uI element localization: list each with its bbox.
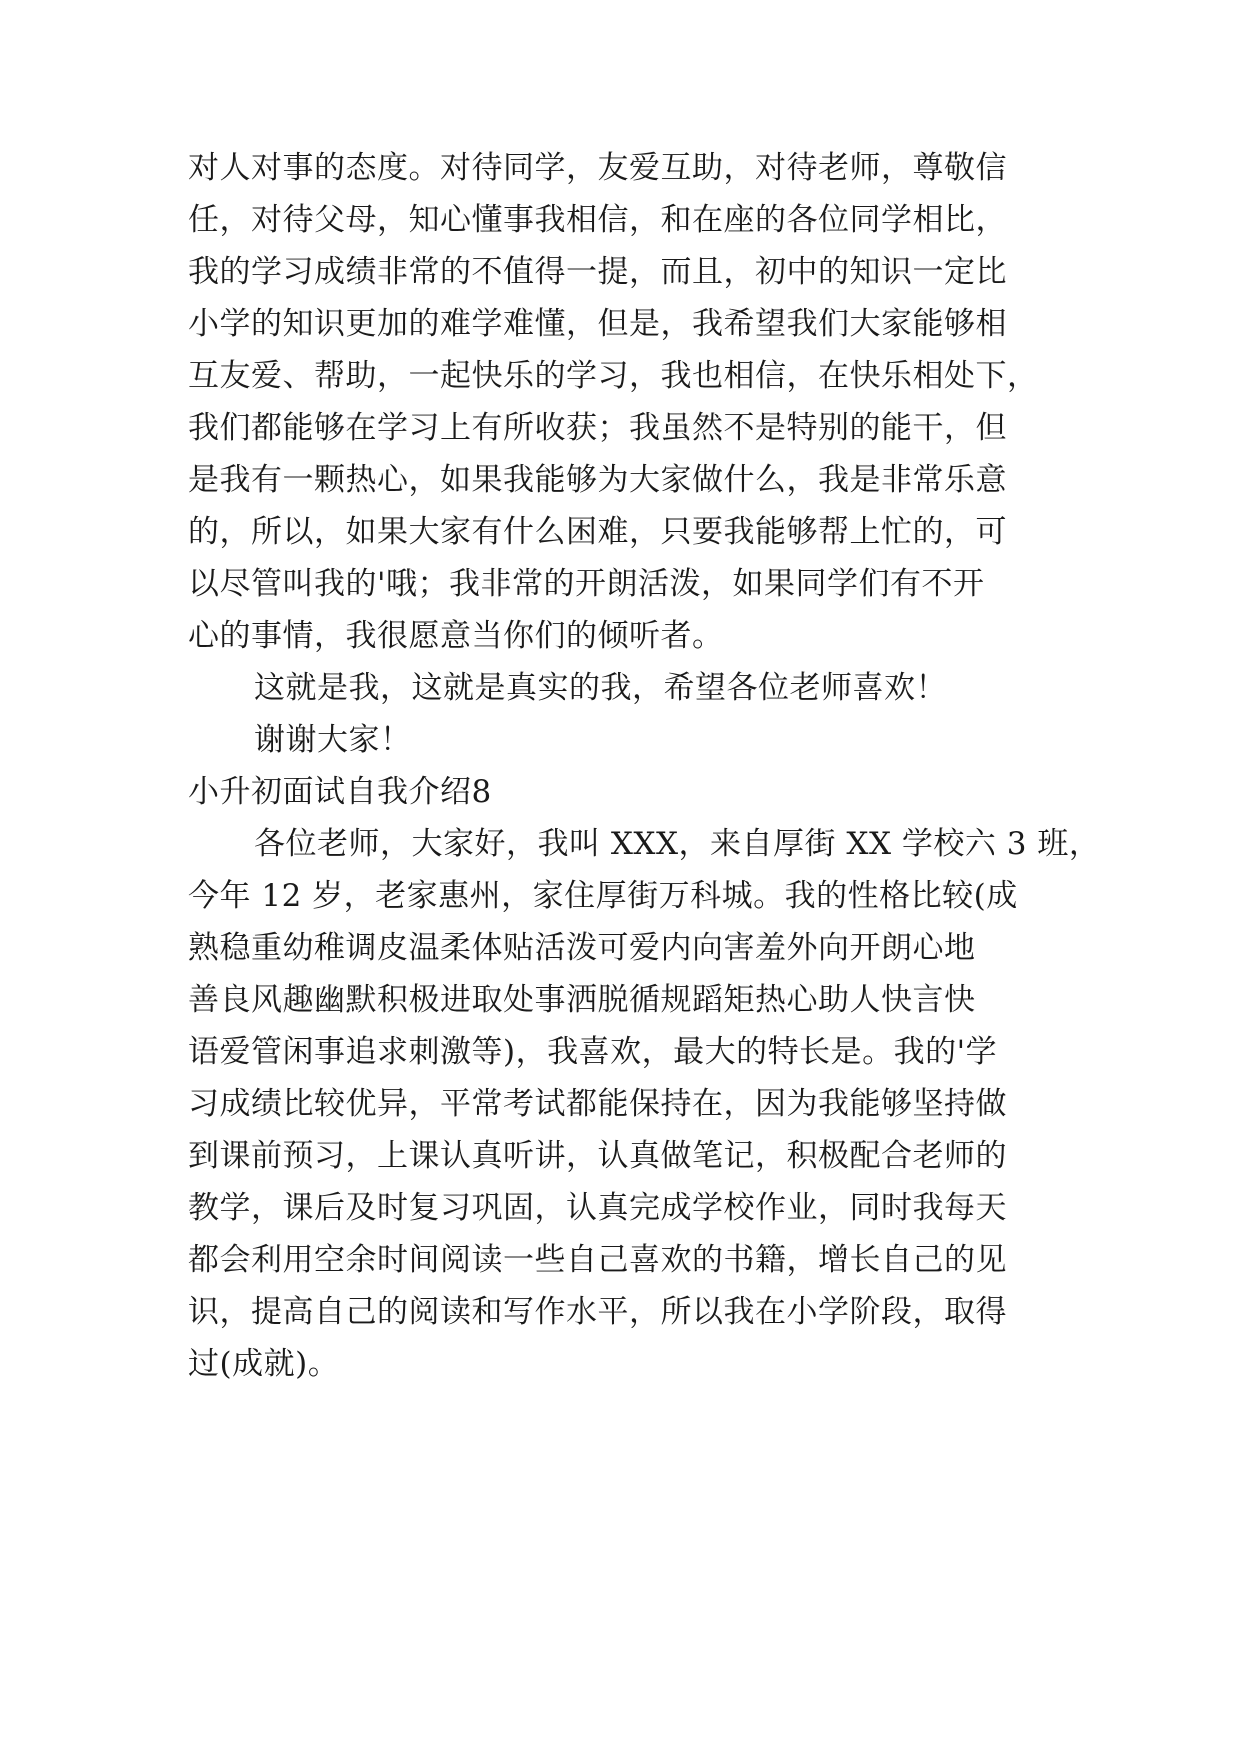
paragraph-line: 谢谢大家！ — [254, 722, 412, 758]
paragraph-line: 的，所以，如果大家有什么困难，只要我能够帮上忙的，可 — [188, 514, 1007, 550]
paragraph-line: 对人对事的态度。对待同学，友爱互助，对待老师，尊敬信 — [188, 150, 1007, 186]
paragraph-line: 我的学习成绩非常的不值得一提，而且，初中的知识一定比 — [188, 254, 1007, 290]
paragraph-line: 任，对待父母，知心懂事我相信，和在座的各位同学相比， — [188, 202, 1007, 238]
paragraph-line: 习成绩比较优异，平常考试都能保持在，因为我能够坚持做 — [188, 1086, 1007, 1122]
paragraph-line: 是我有一颗热心，如果我能够为大家做什么，我是非常乐意 — [188, 462, 1007, 498]
paragraph-line: 教学，课后及时复习巩固，认真完成学校作业，同时我每天 — [188, 1190, 1007, 1226]
paragraph-line: 都会利用空余时间阅读一些自己喜欢的书籍，增长自己的见 — [188, 1242, 1007, 1278]
paragraph-line: 互友爱、帮助，一起快乐的学习，我也相信，在快乐相处下， — [188, 358, 1039, 394]
paragraph-line: 到课前预习，上课认真听讲，认真做笔记，积极配合老师的 — [188, 1138, 1007, 1174]
paragraph-line: 这就是我，这就是真实的我，希望各位老师喜欢！ — [254, 670, 947, 706]
paragraph-line: 我们都能够在学习上有所收获；我虽然不是特别的能干，但 — [188, 410, 1007, 446]
paragraph-line: 今年 12 岁，老家惠州，家住厚街万科城。我的性格比较(成 — [188, 878, 1018, 914]
paragraph-line: 过(成就)。 — [188, 1346, 340, 1382]
paragraph-line: 小学的知识更加的难学难懂，但是，我希望我们大家能够相 — [188, 306, 1007, 342]
paragraph-line: 语爱管闲事追求刺激等)，我喜欢，最大的特长是。我的'学 — [188, 1034, 998, 1070]
paragraph-line: 以尽管叫我的'哦；我非常的开朗活泼，如果同学们有不开 — [188, 566, 985, 602]
section-heading: 小升初面试自我介绍8 — [188, 774, 492, 810]
paragraph-line: 识，提高自己的阅读和写作水平，所以我在小学阶段，取得 — [188, 1294, 1007, 1330]
paragraph-line: 各位老师，大家好，我叫 XXX，来自厚街 XX 学校六 3 班， — [254, 826, 1101, 862]
paragraph-line: 熟稳重幼稚调皮温柔体贴活泼可爱内向害羞外向开朗心地 — [188, 930, 976, 966]
paragraph-line: 善良风趣幽默积极进取处事洒脱循规蹈矩热心助人快言快 — [188, 982, 976, 1018]
paragraph-line: 心的事情，我很愿意当你们的倾听者。 — [188, 618, 724, 654]
